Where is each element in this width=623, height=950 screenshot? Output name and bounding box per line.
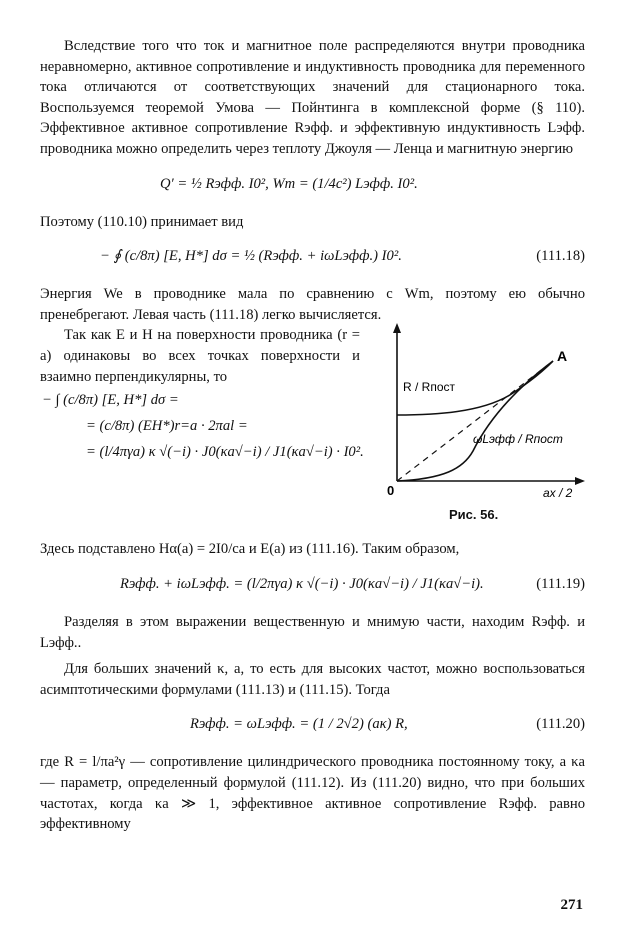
figure-caption: Рис. 56. (449, 507, 499, 523)
equation-5-row (40, 704, 585, 748)
equation-2: − ∮ (c/8π) [E, H*] dσ = ½ (Rэфф. + iωLэфф.) I0². (100, 248, 402, 265)
equation-2-number: (111.18) (536, 248, 585, 265)
paragraph-4: Так как E и H на поверхности проводника (r = a) одинаковы во всех точках поверхности и взаимно перпендикулярны, то (40, 327, 360, 385)
equation-1-row (40, 164, 585, 208)
figure-56 (363, 321, 585, 531)
equation-3-line-3: = (l/4πγa) κ √(−i) · J0(κa√−i) / J1(κa√−i) · I0². (86, 444, 364, 461)
equation-4-row (40, 564, 585, 608)
label-origin: 0 (387, 483, 395, 499)
equation-4-number: (111.19) (536, 575, 585, 592)
equation-3-line-1: − ∫ (c/8π) [E, H*] dσ = (42, 392, 179, 409)
equation-3-line-2: = (c/8π) (EH*)r=a · 2πal = (86, 418, 248, 435)
y-axis-arrow-icon (393, 323, 401, 333)
paragraph-2: Поэтому (110.10) принимает вид (40, 213, 244, 230)
label-wL-over-Rpost: ωLэфф / Rпост (473, 432, 563, 447)
equation-4: Rэфф. + iωLэфф. = (l/2πγa) κ √(−i) · J0(κa√−i) / J1(κa√−i). (120, 575, 484, 592)
figure-56-plot (363, 321, 585, 501)
left-column (40, 325, 364, 465)
x-axis-arrow-icon (575, 477, 585, 485)
paragraph-3: Энергия We в проводнике мала по сравнению с Wm, поэтому ею обычно пренебрегают. Левая часть (111.18) легко вычисляется. (40, 286, 585, 323)
label-x-axis: ax / 2 (543, 486, 573, 501)
equation-1: Q′ = ½ Rэфф. I0², Wm = (1/4c²) Lэфф. I0². (160, 175, 418, 192)
page-body (40, 36, 585, 835)
label-R-over-Rpost: R / Rпост (403, 380, 456, 395)
paragraph-6: Разделяя в этом выражении вещественную и мнимую части, находим Rэфф. и Lэфф.. (40, 613, 585, 651)
curve-inductance (397, 361, 553, 481)
paragraph-1: Вследствие того что ток и магнитное поле распределяются внутри проводника неравномерно, активное сопротивление и индуктивность проводника для переменного тока отличаются от соответствующих значений для стационарного тока. Воспользуемся теоремой Умова — Пойнтинга в комплексной форме (§ 110). Эффективное активное сопротивление Rэфф. и эффективную индуктивность Lэфф. проводника можно определить через теплоту Джоуля — Ленца и магнитную энергию (40, 38, 585, 157)
equation-5: Rэфф. = ωLэфф. = (1 / 2√2) (aκ) R, (190, 716, 408, 733)
equation-5-number: (111.20) (536, 716, 585, 733)
equation-2-row (40, 236, 585, 280)
paragraph-7: Для больших значений κ, a, то есть для высоких частот, можно воспользоваться асимптотическими формулами (111.13) и (111.15). Тогда (40, 661, 585, 698)
label-A: A (557, 348, 568, 365)
paragraph-5: Здесь подставлено Hα(a) = 2I0/ca и E(a) из (111.16). Таким образом, (40, 541, 460, 558)
page-number: 271 (560, 897, 583, 914)
paragraph-8: где R = l/πa²γ — сопротивление цилиндрического проводника постоянному току, a κa — параметр, определенный формулой (111.12). Из (111.20) видно, что при больших частотах, когда κa ≫ 1, эффективное активное сопротивление Rэфф. равно эффективному (40, 754, 585, 833)
